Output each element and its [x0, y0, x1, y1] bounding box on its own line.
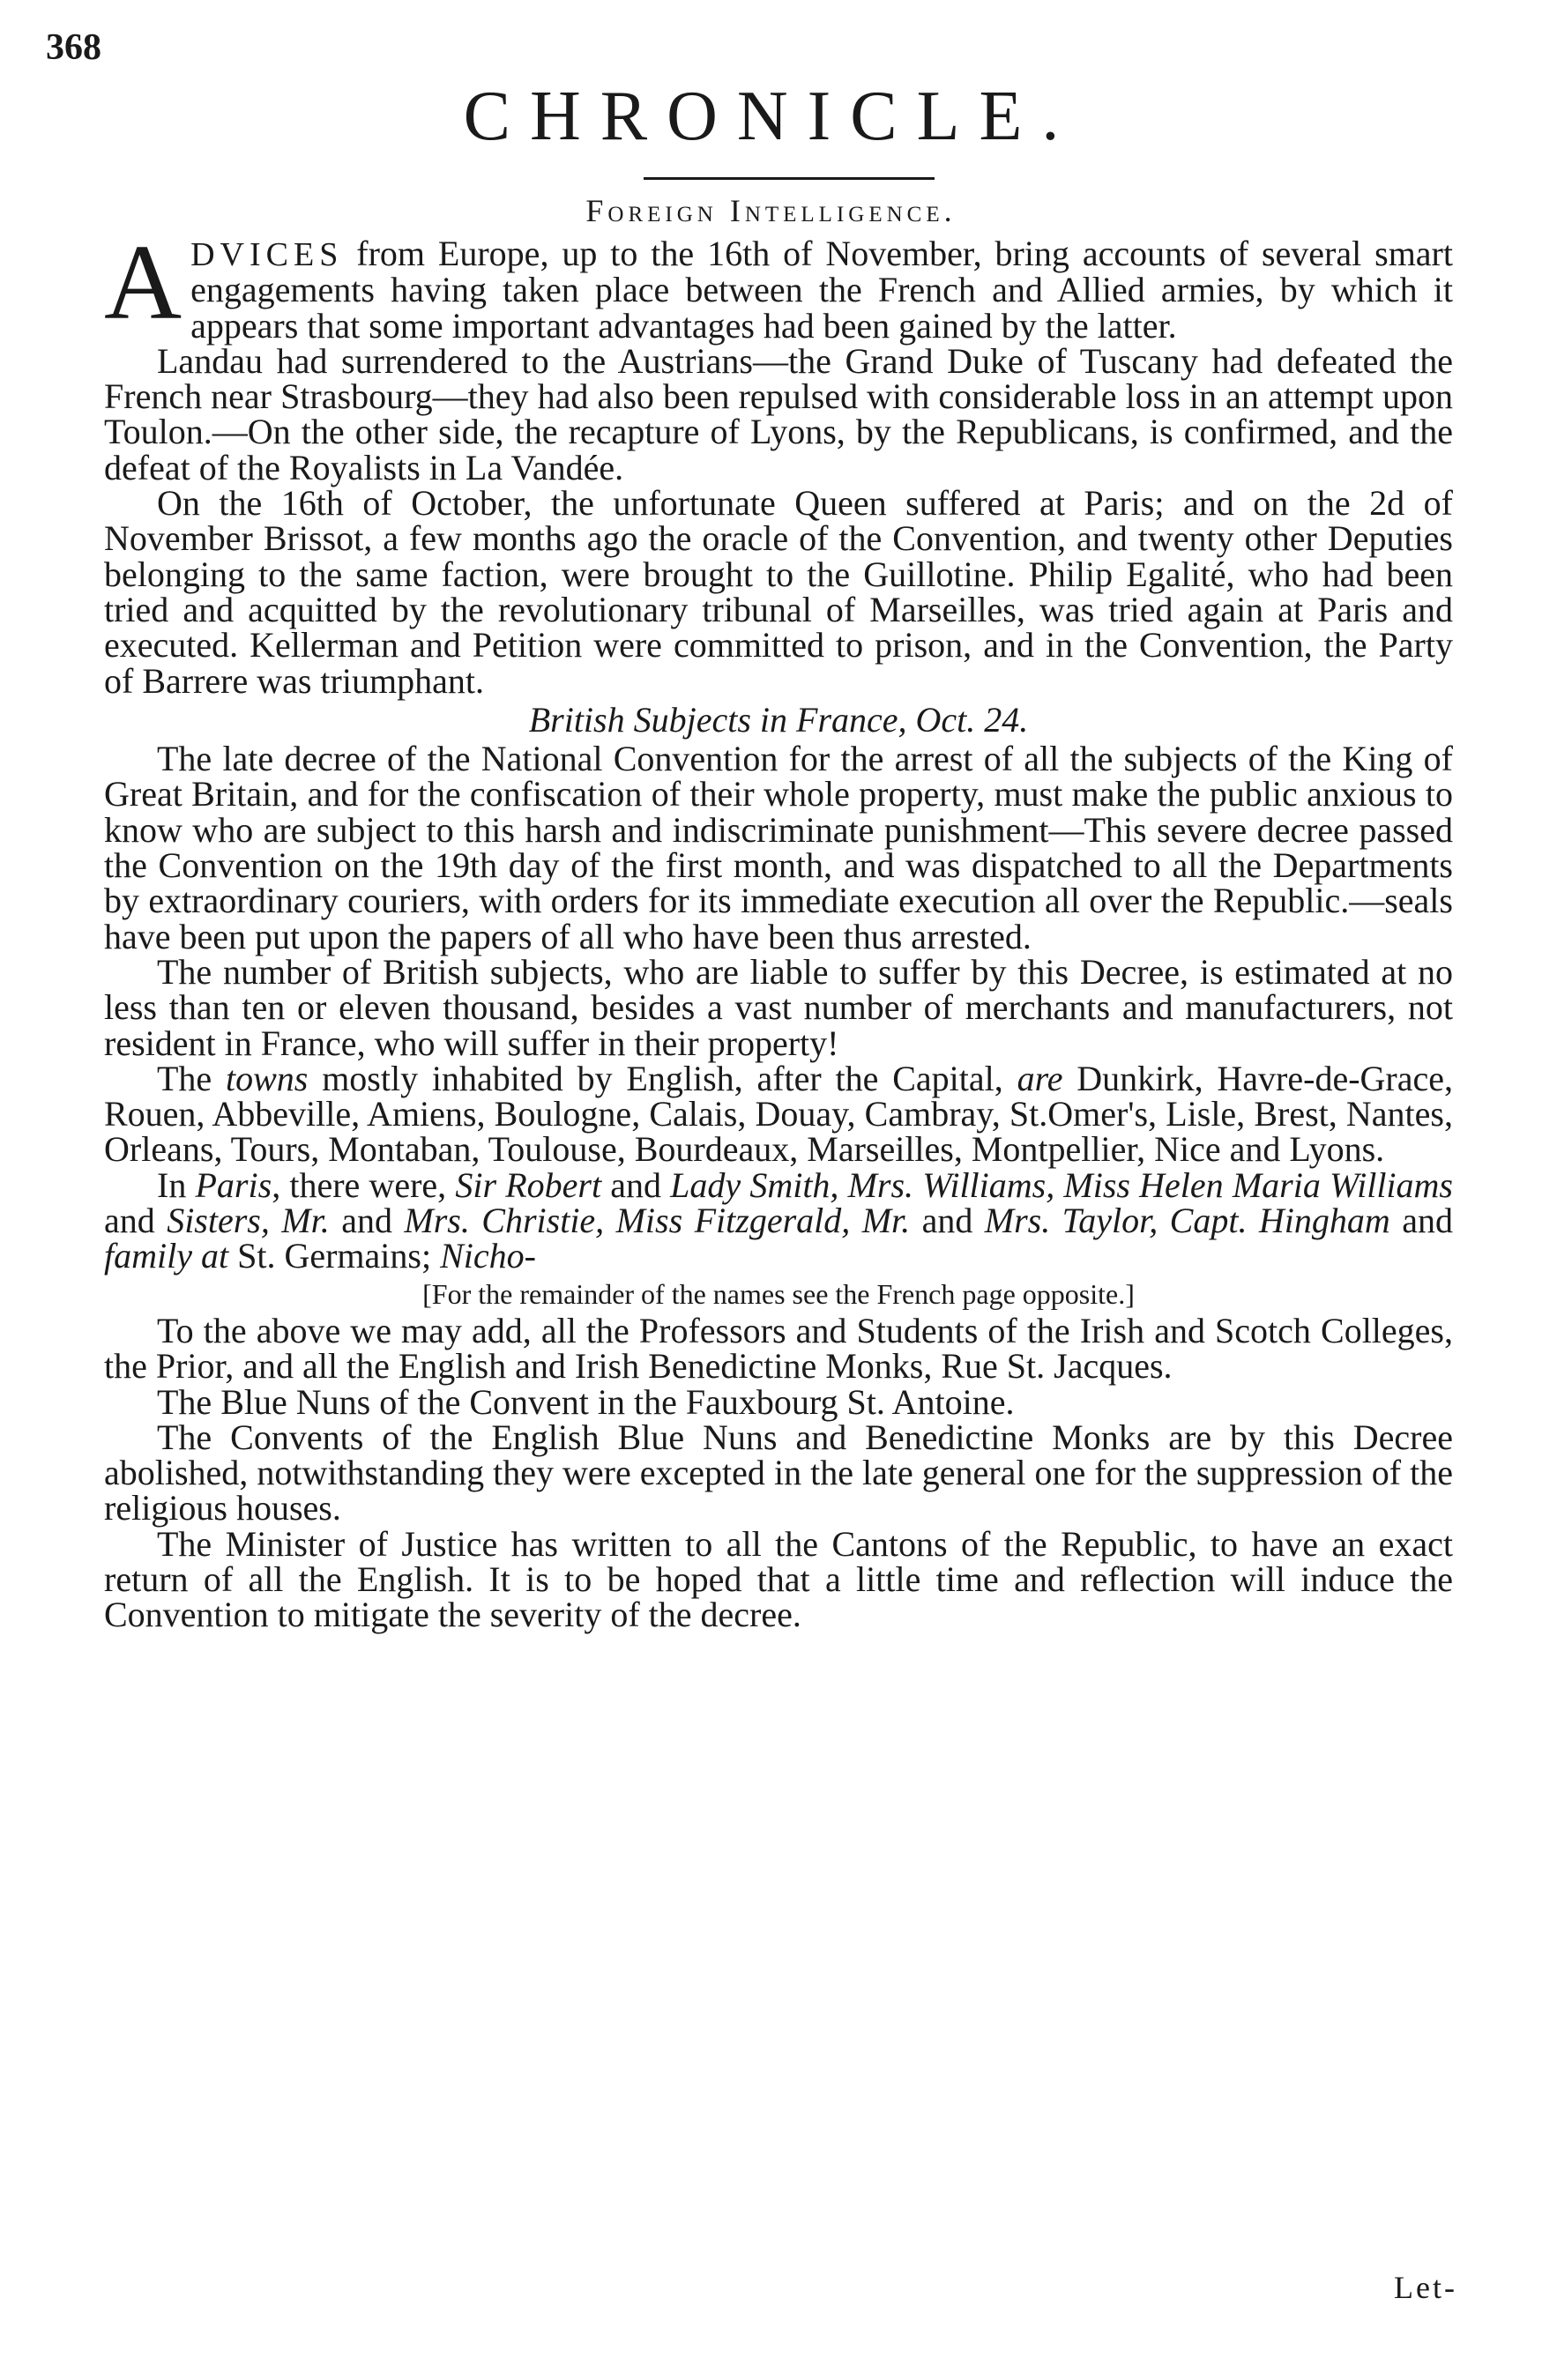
paragraph-paris [104, 1164, 1453, 1276]
running-head: CHRONICLE. [463, 78, 1079, 155]
paragraph-colleges: To the above we may add, all the Professors and Students of the Irish and Scotch Colleges, the Prior, and all the English and Irish Benedictine Monks, Rue St. Jacques. [104, 1310, 1453, 1387]
italic-run: Nicho- [440, 1236, 536, 1276]
drop-cap: A [104, 223, 183, 342]
body-text [104, 223, 1453, 1635]
text-run: , there were, [272, 1164, 456, 1205]
paragraph-decree: The late decree of the National Convention for the arrest of all the subjects of the King of Great Britain, and for the confiscation of their whole property, must make the public anxious to know who are subject to this harsh and indiscriminate punishment—This severe decree passed the Convention on the 19th day of the first month, and was dispatched to all the Departments by extraordinary couriers, with orders for its immediate execution all over the Republic.—seals have been put upon the papers of all who have been thus arrested. [104, 739, 1453, 956]
text-run: and [601, 1164, 671, 1205]
italic-run: family at [104, 1236, 229, 1276]
paragraph-towns [104, 1058, 1453, 1170]
text-run: mostly inhabited by English, after the Capital, [308, 1058, 1017, 1098]
text-run: and [104, 1201, 168, 1241]
italic-run: Mrs. Taylor, Capt. Hingham [984, 1201, 1390, 1241]
italic-run: towns [226, 1058, 309, 1098]
text-run: St. Germains; [228, 1236, 441, 1276]
italic-run: Sir Robert [455, 1164, 602, 1205]
text-run: The [157, 1058, 227, 1098]
text-run: and [1389, 1201, 1453, 1241]
italic-run: Paris [195, 1164, 272, 1205]
head-rule [644, 177, 935, 180]
italic-run: Mrs. Christie, Miss Fitzgerald, Mr. [404, 1201, 911, 1241]
text-run: and [910, 1201, 985, 1241]
italic-run: Sisters, Mr. [167, 1201, 330, 1241]
bracketed-note: [For the remainder of the names see the French page opposite.] [422, 1277, 1135, 1310]
text-run: In [157, 1164, 196, 1205]
italic-run: Lady Smith, Mrs. Williams, Miss Helen Maria Williams [670, 1164, 1453, 1205]
text-run: Dunkirk, Havre-de-Grace, Rouen, Abbeville, Amiens, Boulogne, Calais, Douay, Cambray, St.Omer's, Lisle, Brest, Nantes, Orleans, Tours, Montaban, Toulouse, Bourdeaux, Marseilles, Montpellier, Nice and Lyons. [104, 1058, 1453, 1170]
paragraph-landau: Landau had surrendered to the Austrians—the Grand Duke of Tuscany had defeated the French near Strasbourg—they had also been repulsed with considerable loss in an attempt upon Toulon.—On the other side, the recapture of Lyons, by the Republicans, is confirmed, and the defeat of the Royalists in La Vandée. [104, 340, 1453, 487]
paragraph-convents: The Convents of the English Blue Nuns and Benedictine Monks are by this Decree abolished, notwithstanding they were excepted in the late general one for the suppression of the religious houses. [104, 1417, 1453, 1528]
catchword: Let- [1394, 2270, 1457, 2305]
paragraph-text: from Europe, up to the 16th of November, bring accounts of several smart engagements having taken place between the French and Allied armies, by which it appears that some important advantages had been gained by the latter. [190, 234, 1453, 346]
page-number: 368 [46, 27, 101, 68]
section-title: Foreign Intelligence. [585, 193, 957, 228]
paragraph-blue-nuns: The Blue Nuns of the Convent in the Fauxbourg St. Antoine. [157, 1381, 1015, 1422]
paragraph-number: The number of British subjects, who are liable to suffer by this Decree, is estimated at no less than ten or eleven thousand, besides a vast number of merchants and manufacturers, not resident in France, who will suffer in their property! [104, 951, 1453, 1063]
small-caps-word: DVICES [190, 236, 344, 273]
paragraph-queen: On the 16th of October, the unfortunate Queen suffered at Paris; and on the 2d of November Brissot, a few months ago the oracle of the Convention, and twenty other Deputies belonging to the same faction, were brought to the Guillotine. Philip Egalité, who had been tried and acquitted by the revolutionary tribunal of Marseilles, was tried again at Paris and executed. Kellerman and Petition were committed to prison, and in the Convention, the Party of Barrere was triumphant. [104, 483, 1453, 701]
paragraph-advices [104, 223, 1453, 346]
text-run: and [329, 1201, 405, 1241]
subheading-british-subjects: British Subjects in France, Oct. 24. [528, 699, 1029, 740]
italic-run: are [1017, 1058, 1063, 1098]
paragraph-minister: The Minister of Justice has written to all the Cantons of the Republic, to have an exact return of all the English. It is to be hoped that a little time and reflection will induce the Convention to mitigate the severity of the decree. [104, 1523, 1453, 1635]
